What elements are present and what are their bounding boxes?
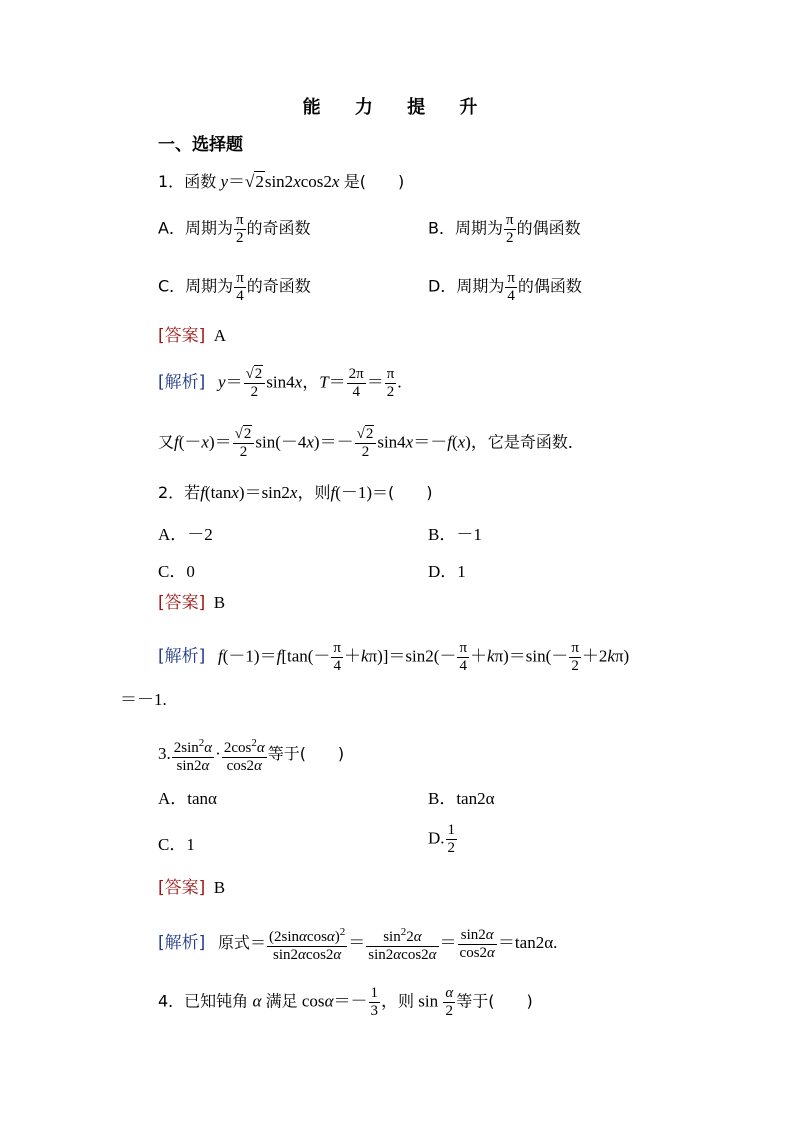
q2-answer: [答案] B xyxy=(158,593,226,613)
q3-option-a: A．tanα xyxy=(158,789,217,808)
q2-option-b: B．－1 xyxy=(428,525,482,544)
section-heading: 一、选择题 xyxy=(158,135,243,155)
q1-answer: [答案] A xyxy=(158,326,227,346)
q3-explain: [解析] 原式＝ $\frac{(2\sin\alpha\cos\alpha)^2}{\sin 2\alpha\cos 2\alpha}$ ＝ $\frac{\sin^22\alpha}{\sin 2\alpha\cos 2\alpha}$ ＝ $\frac{\sin 2\alpha}{\cos 2\alpha}$ ＝tan2α. xyxy=(158,926,558,963)
q2-option-d: D．1 xyxy=(428,562,466,581)
q2-stem: 2．若f(tanx)＝sin2x，则f(－1)＝( ) xyxy=(158,483,433,502)
q1-option-b: B．周期为 $\frac{\pi}{2}$ 的偶函数 xyxy=(428,212,581,246)
q3-option-d: D. $\frac{1}{2}$ xyxy=(428,822,456,856)
q4-stem: 4．已知钝角 α 满足 cosα＝－ $\frac{1}{3}$ ，则 sin $\frac{\alpha}{2}$ 等于( ) xyxy=(158,985,533,1019)
q3-option-c: C．1 xyxy=(158,835,195,854)
q2-explain-2: ＝－1. xyxy=(120,690,167,709)
q3-option-b: B．tan2α xyxy=(428,789,495,808)
q1-stem: 1．函数 y＝√2sin2xcos2x 是( ) xyxy=(158,172,405,191)
q1-explain-1: [解析] y＝ $\frac{√2}{2}$ sin4x，T＝ $\frac{2\pi}{4}$ ＝ $\frac{\pi}{2}$ . xyxy=(158,366,402,400)
q1-option-c: C．周期为 $\frac{\pi}{4}$ 的奇函数 xyxy=(158,270,311,304)
page-title: 能 力 提 升 xyxy=(302,97,492,118)
q1-option-d: D．周期为 $\frac{\pi}{4}$ 的偶函数 xyxy=(428,270,582,304)
q3-answer: [答案] B xyxy=(158,878,226,898)
q2-option-c: C．0 xyxy=(158,562,195,581)
q3-stem: 3. $\frac{2\sin^2\alpha}{\sin 2\alpha}$ · $\frac{2\cos^2\alpha}{\cos 2\alpha}$ 等于( ) xyxy=(158,737,345,774)
q2-option-a: A．－2 xyxy=(158,525,213,544)
q2-explain-1: [解析] f(－1)＝f[tan(－ $\frac{\pi}{4}$ ＋kπ)]＝sin2(－ $\frac{\pi}{4}$ ＋kπ)＝sin(－ $\frac{\pi}{2}$ ＋2kπ) xyxy=(158,640,630,674)
q1-explain-2: 又f(－x)＝ $\frac{√2}{2}$ sin(－4x)＝－ $\frac{√2}{2}$ sin4x＝－f(x)，它是奇函数． xyxy=(158,426,584,460)
q1-option-a: A．周期为 $\frac{\pi}{2}$ 的奇函数 xyxy=(158,212,311,246)
